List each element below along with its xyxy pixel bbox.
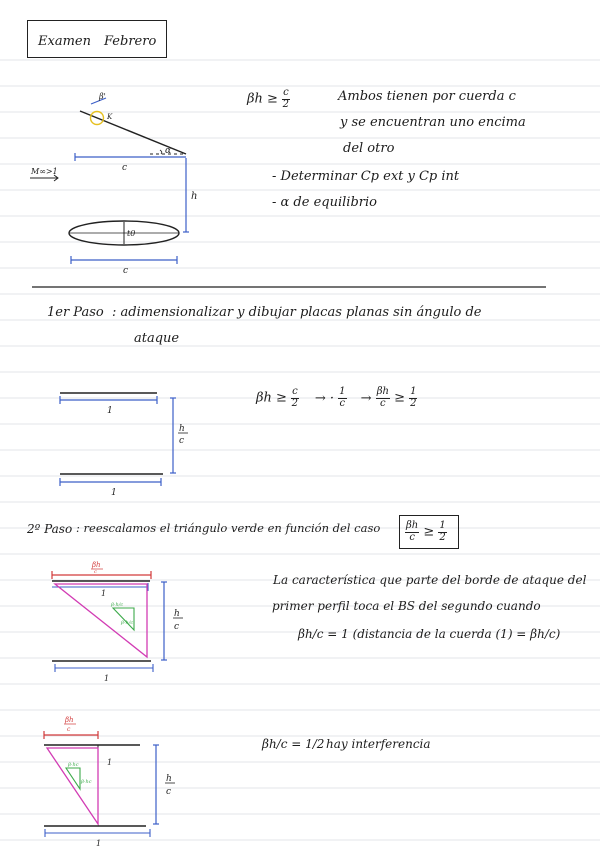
paso1-arrow-1: → · bbox=[314, 390, 334, 406]
paso2-d1-green-triangle bbox=[113, 608, 134, 630]
paso2-d2-inner2: β·hc bbox=[81, 779, 92, 785]
flow-label: M∞>1 bbox=[31, 167, 58, 176]
paso1-res-rden: 2 bbox=[410, 397, 417, 409]
paso1-eq-left-den: 2 bbox=[291, 397, 299, 409]
paso1-res-den: c bbox=[380, 397, 386, 409]
chord-bottom-label: c bbox=[123, 266, 129, 276]
paso2-d1-one-bottom: 1 bbox=[104, 674, 110, 683]
paso2-desc-3: βh/c = 1 (distancia de la cuerda (1) = βh/c) bbox=[298, 627, 561, 641]
paso1-text-2: ataque bbox=[134, 331, 180, 346]
paso1-heading: 1er Paso bbox=[47, 305, 104, 320]
statement-line-2: y se encuentran uno encima bbox=[340, 115, 526, 130]
paso2-d2-top-num: βh bbox=[65, 716, 74, 724]
paso2-desc-2: primer perfil toca el BS del segundo cuando bbox=[272, 599, 541, 613]
paso2-box-eq bbox=[405, 521, 447, 543]
paso2-d1-right-num: h bbox=[174, 609, 180, 619]
h-label: h bbox=[191, 191, 198, 202]
paso2-d2-inner1: β·hc bbox=[68, 762, 79, 768]
paso2-d1-inner1: β·h/c bbox=[111, 602, 124, 608]
paso2-condition-box bbox=[399, 515, 459, 549]
paso2-d2-one-mid: 1 bbox=[107, 758, 113, 767]
paso2-text: : reescalamos el triángulo verde en función del caso bbox=[76, 521, 381, 535]
task-2: - α de equilibrio bbox=[272, 195, 377, 210]
condition-den: 2 bbox=[282, 98, 290, 110]
title-word-2: Febrero bbox=[104, 34, 157, 49]
paso1-res-ge: ≥ bbox=[394, 390, 405, 406]
paso1-eq-left-frac bbox=[291, 387, 299, 409]
paso2-heading: 2º Paso bbox=[27, 522, 73, 536]
paso2-box-frac bbox=[405, 521, 419, 543]
paso2-d1-right-den: c bbox=[174, 622, 180, 632]
paso2-eq2: βh/c = 1/2 bbox=[262, 737, 325, 751]
chord-top-label: c bbox=[122, 163, 128, 173]
statement-line-1: Ambos tienen por cuerda c bbox=[338, 89, 516, 104]
condition-frac bbox=[282, 88, 290, 110]
paso2-box-rfrac bbox=[438, 521, 446, 543]
k-label: K bbox=[107, 113, 113, 121]
paso2-d2-right-num: h bbox=[166, 774, 172, 784]
paso2-box-num: βh bbox=[406, 520, 419, 531]
paso1-chord-top: 1 bbox=[107, 406, 113, 416]
paso1-h-den: c bbox=[179, 436, 185, 446]
paso1-mid-num: 1 bbox=[339, 386, 346, 397]
paso2-d2-top-den: c bbox=[67, 726, 71, 733]
paso2-d2-triangle bbox=[47, 748, 98, 824]
paso1-mid-den: c bbox=[339, 397, 346, 409]
paso2-d1-one-mid: 1 bbox=[101, 589, 107, 598]
paso1-eq-left: βh ≥ bbox=[256, 390, 287, 406]
paso2-d1-inner2: β·h/c bbox=[121, 620, 134, 626]
paso2-d2-one-bottom: 1 bbox=[96, 839, 102, 848]
paso1-res-rnum: 1 bbox=[410, 386, 417, 397]
title-word-1: Examen bbox=[38, 34, 91, 49]
paso1-eq-left-num: c bbox=[292, 386, 298, 397]
paso1-arrow-2: → bbox=[360, 390, 372, 406]
paso2-d2-right-den: c bbox=[166, 787, 172, 797]
paso1-text-1: : adimensionalizar y dibujar placas planas sin ángulo de bbox=[112, 305, 482, 320]
paso2-box-ge: ≥ bbox=[423, 524, 435, 540]
paso1-res-frac bbox=[376, 387, 390, 409]
paso1-res-rfrac bbox=[409, 387, 417, 409]
paso1-mid-frac bbox=[338, 387, 346, 409]
paso1-equation bbox=[256, 387, 417, 409]
paso2-box-rnum: 1 bbox=[439, 520, 446, 531]
condition-eq bbox=[247, 88, 290, 110]
paso2-eq2-text: hay interferencia bbox=[326, 737, 431, 751]
paso1-chord-bottom: 1 bbox=[111, 488, 117, 498]
alpha-label: α bbox=[165, 146, 172, 156]
condition-num: c bbox=[283, 87, 289, 98]
thickness-label: t0 bbox=[127, 229, 136, 238]
paso2-box-rden: 2 bbox=[439, 531, 446, 543]
paso2-d1-top-den: c bbox=[94, 569, 97, 575]
statement-line-3: del otro bbox=[343, 141, 395, 156]
condition-beta-h: βh ≥ bbox=[247, 91, 278, 107]
paso2-desc-1: La característica que parte del borde de ataque del bbox=[273, 573, 587, 587]
beta-label: β' bbox=[99, 92, 106, 101]
paso1-res-num: βh bbox=[376, 386, 389, 397]
paso2-box-den: c bbox=[409, 531, 415, 543]
paso1-h-num: h bbox=[179, 424, 185, 434]
paso2-d1-top-num: βh bbox=[92, 561, 101, 569]
task-1: - Determinar Cp ext y Cp int bbox=[272, 169, 460, 184]
